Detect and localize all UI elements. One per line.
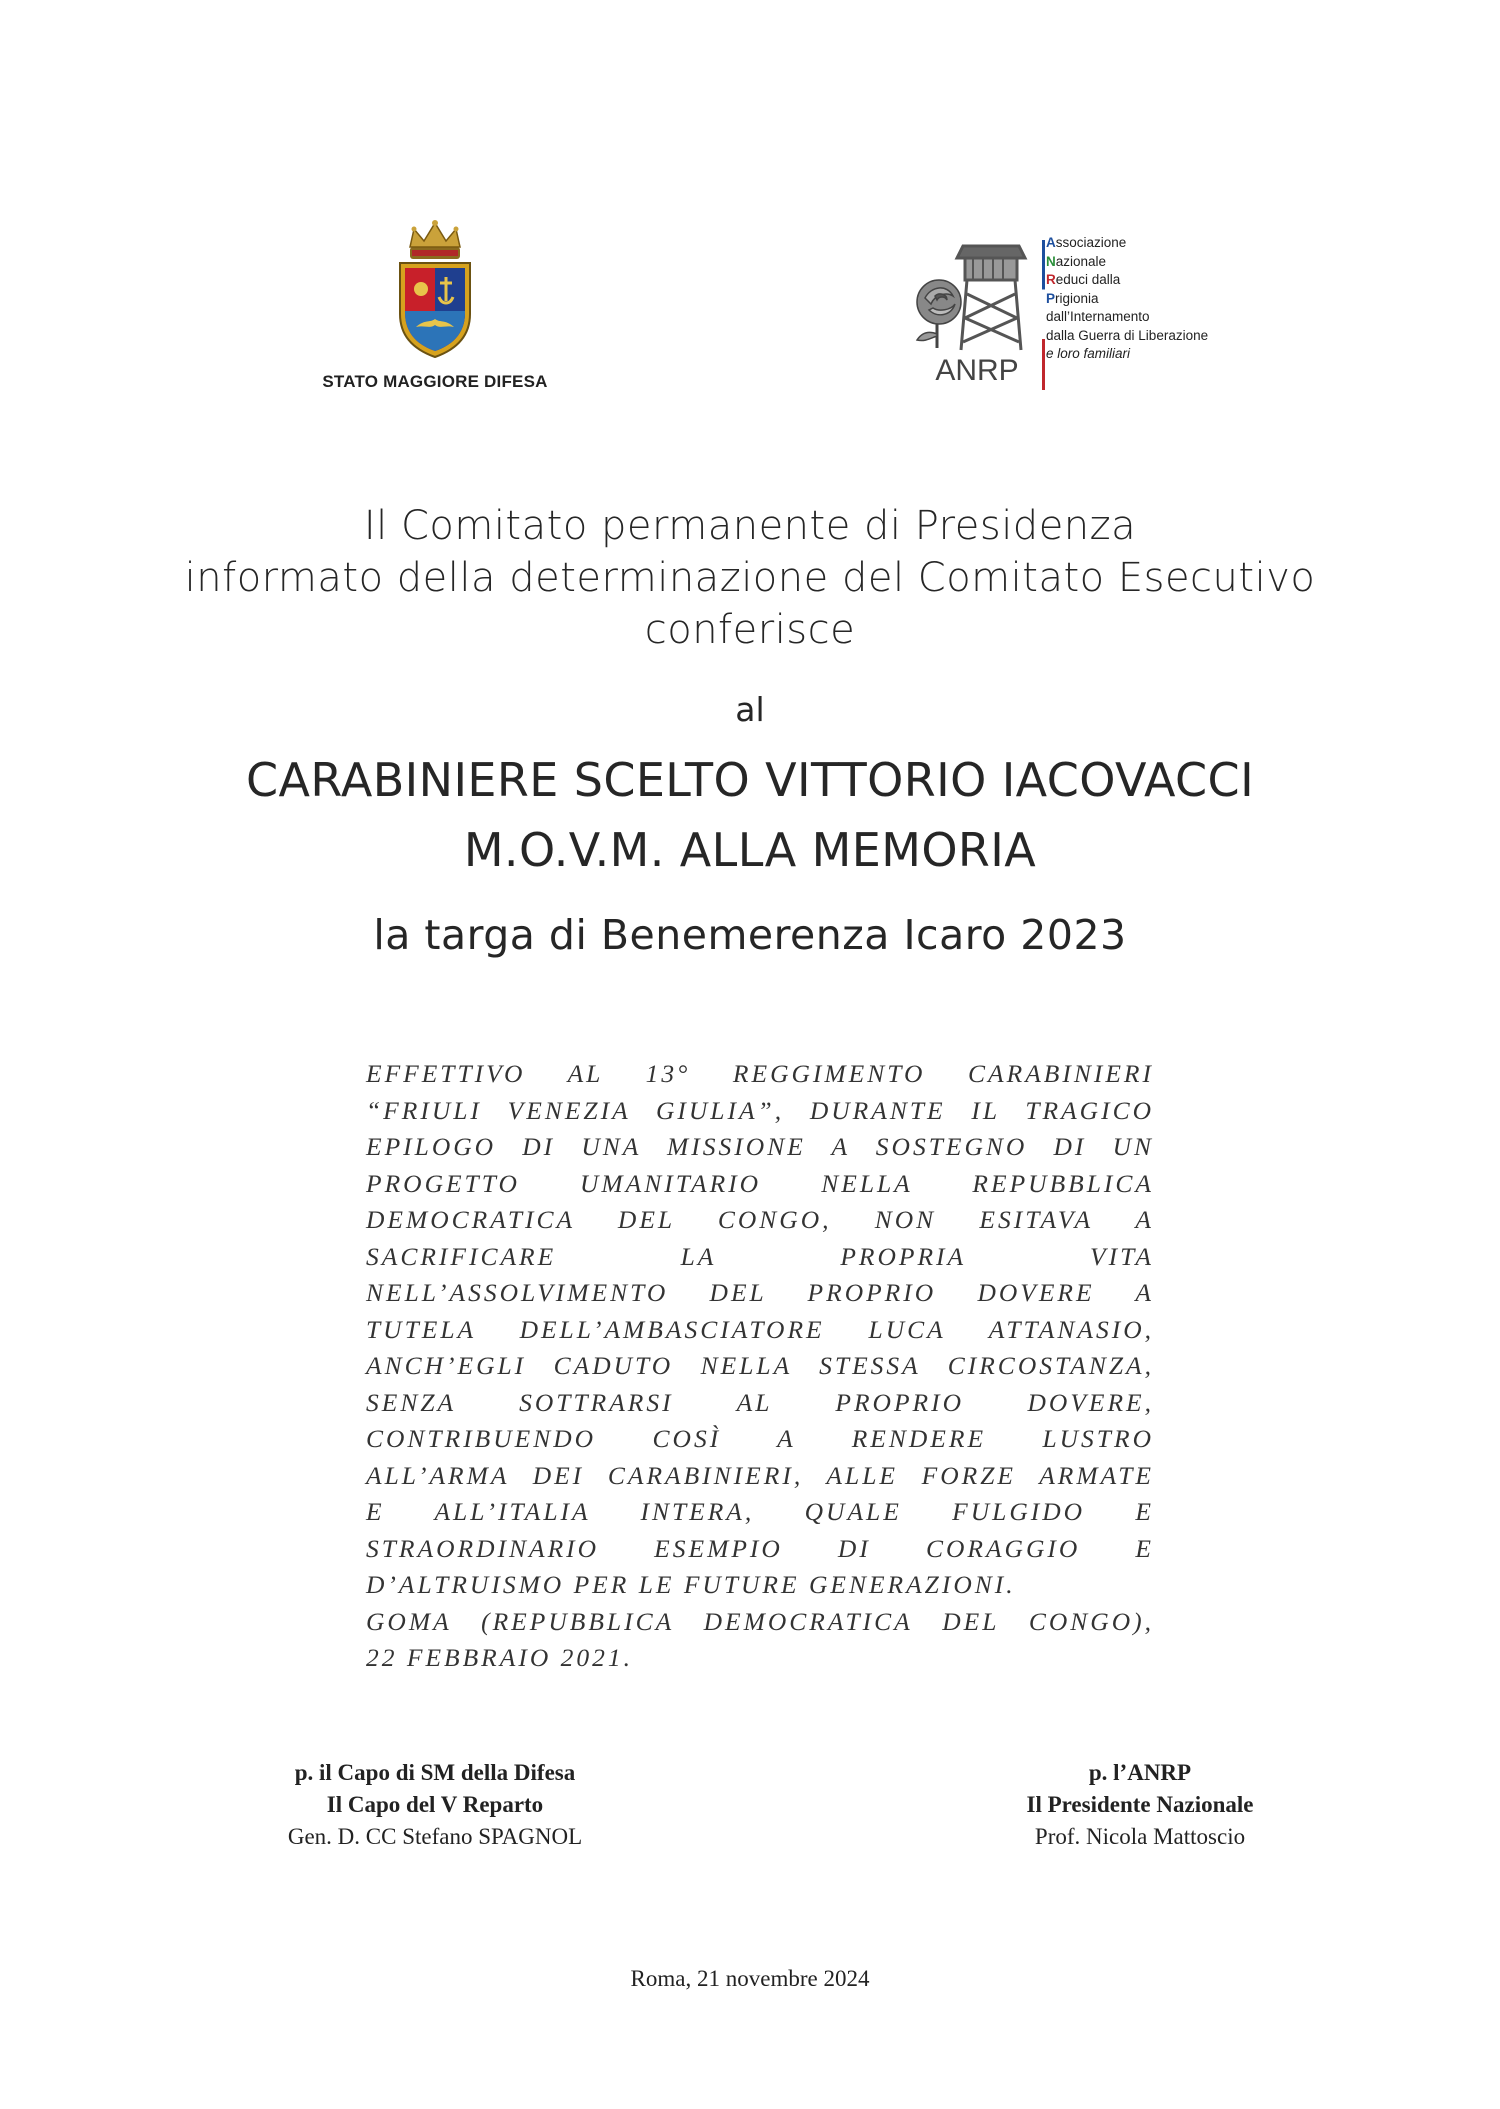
stato-maggiore-difesa-crest-icon (390, 219, 480, 359)
recipient-name (0, 745, 1500, 885)
anrp-line-3: Reduci dalla (1046, 272, 1121, 287)
signature-right-line-2: Il Presidente Nazionale (1026, 1792, 1254, 1817)
shield-icon (400, 263, 470, 357)
signature-left-line-2: Il Capo del V Reparto (326, 1792, 544, 1817)
anrp-line-6: dalla Guerra di Liberazione (1046, 327, 1209, 343)
citation-line: EFFETTIVO AL 13° REGGIMENTO CARABINIERI (366, 1059, 1154, 1088)
citation-line: DEMOCRATICA DEL CONGO, NON ESITAVA A (366, 1205, 1154, 1234)
intro-line-2: informato della determinazione del Comitato Esecutivo (184, 555, 1316, 601)
citation-line: CONTRIBUENDO COSÌ A RENDERE LUSTRO (366, 1424, 1154, 1453)
stato-maggiore-difesa-label: STATO MAGGIORE DIFESA (322, 372, 548, 391)
intro-line-3: conferisce (644, 607, 856, 653)
citation-text (366, 1056, 1154, 1677)
crown-icon (410, 220, 460, 259)
citation-line: EPILOGO DI UNA MISSIONE A SOSTEGNO DI UN (366, 1132, 1154, 1161)
award-title: la targa di Benemerenza Icaro 2023 (373, 911, 1127, 959)
signature-left (220, 1757, 650, 1853)
anrp-line-2: Nazionale (1046, 253, 1107, 269)
signature-right-name: Prof. Nicola Mattoscio (1034, 1824, 1246, 1849)
anrp-line-4: Prigionia (1046, 290, 1099, 306)
citation-line: GOMA (REPUBBLICA DEMOCRATICA DEL CONGO), (366, 1606, 1154, 1636)
citation-line: TUTELA DELL’AMBASCIATORE LUCA ATTANASIO, (366, 1314, 1154, 1344)
al-text: al (735, 690, 765, 729)
recipient-line-2: M.O.V.M. ALLA MEMORIA (463, 823, 1037, 877)
anrp-line-1: Associazione (1046, 235, 1127, 250)
citation-line: SENZA SOTTRARSI AL PROPRIO DOVERE, (366, 1387, 1154, 1417)
place-date: Roma, 21 novembre 2024 (630, 1966, 870, 1991)
citation-line: PROGETTO UMANITARIO NELLA REPUBBLICA (366, 1168, 1154, 1198)
signature-left-line-1: p. il Capo di SM della Difesa (294, 1760, 576, 1785)
anrp-logo-text: ANRP (935, 354, 1019, 387)
citation-line: STRAORDINARIO ESEMPIO DI CORAGGIO E (366, 1533, 1154, 1563)
recipient-line-1: CARABINIERE SCELTO VITTORIO IACOVACCI (245, 753, 1255, 807)
citation-line: ALL’ARMA DEI CARABINIERI, ALLE FORZE ARMATE (366, 1460, 1154, 1490)
citation-line: SACRIFICARE LA PROPRIA VITA (366, 1241, 1154, 1271)
intro-text (0, 500, 1500, 656)
citation-line: E ALL’ITALIA INTERA, QUALE FULGIDO E (366, 1497, 1154, 1526)
anrp-tricolor-stripe (1042, 240, 1045, 390)
anrp-full-name (1046, 234, 1246, 364)
citation-line: D’ALTRUISMO PER LE FUTURE GENERAZIONI. (366, 1570, 1016, 1599)
citation-line: ANCH’EGLI CADUTO NELLA STESSA CIRCOSTANZA, (366, 1351, 1154, 1380)
citation-line: NELL’ASSOLVIMENTO DEL PROPRIO DOVERE A (366, 1278, 1154, 1307)
signature-left-name: Gen. D. CC Stefano SPAGNOL (287, 1824, 583, 1849)
rose-icon (917, 280, 961, 348)
signature-right (930, 1757, 1350, 1853)
citation-line: 22 FEBBRAIO 2021. (366, 1643, 633, 1672)
citation-line: “FRIULI VENEZIA GIULIA”, DURANTE IL TRAGICO (366, 1095, 1154, 1125)
anrp-logo-icon (907, 238, 1047, 390)
anrp-line-5: dall’Internamento (1046, 309, 1150, 324)
anrp-line-7: e loro familiari (1046, 346, 1131, 361)
intro-line-1: Il Comitato permanente di Presidenza (363, 503, 1137, 549)
signature-right-line-1: p. l’ANRP (1088, 1760, 1192, 1785)
